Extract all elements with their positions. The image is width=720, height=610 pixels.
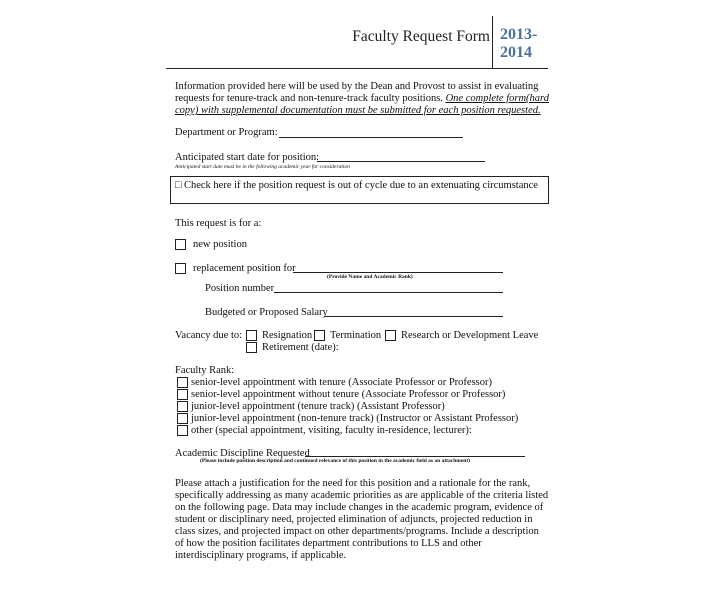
- justification-line-3: on the following page. Data may include changes in the academic program, evidence of: [175, 502, 544, 513]
- start-date-note: Anticipated start date must be in the following academic year for consideration: [175, 164, 350, 170]
- rank-junior-non-tenure-label: junior-level appointment (non-tenure track) (Instructor or Assistant Professor): [191, 413, 519, 424]
- rank-other-label: other (special appointment, visiting, faculty in-residence, lecturer):: [191, 425, 472, 436]
- form-header: [166, 16, 548, 68]
- discipline-note: (Please include position description and continued relevance of this position in the academic field as an attachment): [200, 458, 471, 464]
- justification-line-5: class sizes, and projected impact on other departments/programs. Include a description: [175, 526, 539, 537]
- faculty-rank-label: Faculty Rank:: [175, 365, 235, 376]
- form-title: Faculty Request Form: [352, 28, 490, 45]
- vacancy-resignation-checkbox[interactable]: [246, 330, 257, 341]
- justification-line-1: Please attach a justification for the need for this position and a rationale for the rank,: [175, 478, 531, 489]
- justification-line-7: interdisciplinary programs, if applicable.: [175, 550, 347, 561]
- intro-line-2: [175, 93, 549, 105]
- header-divider: [492, 16, 493, 68]
- rank-senior-tenure-label: senior-level appointment with tenure (Associate Professor or Professor): [191, 377, 493, 388]
- header-rule: [166, 68, 548, 69]
- intro-line-1: Information provided here will be used by the Dean and Provost to assist in evaluating: [175, 81, 539, 92]
- intro-emphasis-1: One complete form(hard: [445, 93, 549, 104]
- rank-senior-no-tenure-checkbox[interactable]: [177, 389, 188, 400]
- vacancy-retirement-label: Retirement (date):: [262, 342, 339, 353]
- vacancy-termination-checkbox[interactable]: [314, 330, 325, 341]
- position-number-field[interactable]: [274, 292, 503, 293]
- new-position-checkbox[interactable]: [175, 239, 186, 250]
- rank-junior-tenure-track-label: junior-level appointment (tenure track) (Assistant Professor): [191, 401, 445, 412]
- out-of-cycle-checkbox-label[interactable]: □ Check here if the position request is out of cycle due to an extenuating circumstance: [175, 180, 538, 191]
- justification-line-6: of how the position facilitates department contributions to LLS and other: [175, 538, 482, 549]
- rank-other-checkbox[interactable]: [177, 425, 188, 436]
- discipline-label: Academic Discipline Requested: [175, 448, 310, 459]
- replacement-position-label: replacement position for: [193, 263, 296, 274]
- rank-senior-no-tenure-label: senior-level appointment without tenure (Associate Professor or Professor): [191, 389, 506, 400]
- salary-label: Budgeted or Proposed Salary: [205, 307, 328, 318]
- justification-line-4: student or disciplinary need, projected elimination of adjuncts, projected reduction in: [175, 514, 533, 525]
- position-number-label: Position number: [205, 283, 275, 294]
- vacancy-termination-label: Termination: [330, 330, 382, 341]
- replacement-position-checkbox[interactable]: [175, 263, 186, 274]
- new-position-label: new position: [193, 239, 247, 250]
- start-date-field[interactable]: [317, 161, 485, 162]
- start-date-label: Anticipated start date for position:: [175, 152, 320, 163]
- justification-line-2: specifically addressing as many academic priorities as are applicable of the criteria listed: [175, 490, 549, 501]
- department-label: Department or Program:: [175, 127, 278, 138]
- vacancy-label: Vacancy due to:: [175, 330, 243, 341]
- vacancy-research-leave-checkbox[interactable]: [385, 330, 396, 341]
- vacancy-retirement-checkbox[interactable]: [246, 342, 257, 353]
- academic-year-line1: 2013-: [500, 26, 538, 43]
- department-field[interactable]: [279, 137, 463, 138]
- academic-year-line2: 2014: [500, 44, 532, 61]
- replacement-position-note: (Provide Name and Academic Rank): [327, 274, 413, 280]
- vacancy-resignation-label: Resignation: [262, 330, 313, 341]
- salary-field[interactable]: [324, 316, 503, 317]
- academic-year: [500, 26, 537, 62]
- rank-junior-non-tenure-checkbox[interactable]: [177, 413, 188, 424]
- replacement-position-field[interactable]: [293, 272, 503, 273]
- rank-junior-tenure-track-checkbox[interactable]: [177, 401, 188, 412]
- rank-senior-tenure-checkbox[interactable]: [177, 377, 188, 388]
- vacancy-research-leave-label: Research or Development Leave: [401, 330, 539, 341]
- intro-emphasis-2: copy) with supplemental documentation must be submitted for each position requested.: [175, 105, 541, 116]
- intro-line-2-text: requests for tenure-track and non-tenure-track faculty positions.: [175, 93, 446, 104]
- discipline-field[interactable]: [305, 456, 525, 457]
- request-for-label: This request is for a:: [175, 218, 262, 229]
